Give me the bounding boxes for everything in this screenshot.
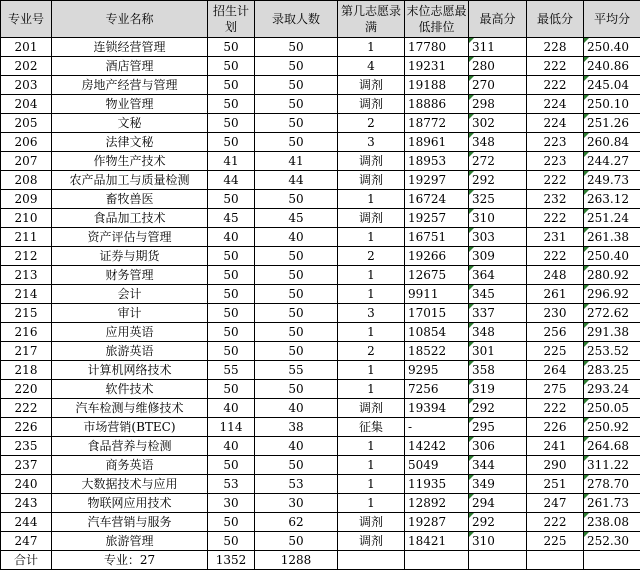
cell-plan: 53 [208, 475, 255, 494]
cell-max-score: 358 [469, 361, 527, 380]
cell-plan: 50 [208, 247, 255, 266]
header-row [1, 1, 640, 38]
cell-plan: 50 [208, 532, 255, 551]
cell-min-score: 230 [527, 304, 584, 323]
cell-max-score: 292 [469, 513, 527, 532]
cell-avg-score: 245.04 [584, 76, 640, 95]
totals-empty-cell [469, 551, 527, 570]
cell-min-rank: 18772 [405, 114, 469, 133]
cell-plan: 50 [208, 57, 255, 76]
cell-choice-filled: 1 [338, 266, 405, 285]
cell-min-rank: 9911 [405, 285, 469, 304]
cell-avg-score: 263.12 [584, 190, 640, 209]
cell-major-name: 汽车营销与服务 [52, 513, 208, 532]
cell-major-code: 235 [1, 437, 52, 456]
totals-empty-cell [405, 551, 469, 570]
cell-admitted: 62 [255, 513, 338, 532]
cell-min-score: 222 [527, 76, 584, 95]
cell-plan: 55 [208, 361, 255, 380]
table-row [1, 247, 640, 266]
cell-min-rank: 18961 [405, 133, 469, 152]
totals-admitted: 1288 [255, 551, 338, 570]
cell-min-rank: 16751 [405, 228, 469, 247]
totals-majors: 专业：27 [52, 551, 208, 570]
cell-choice-filled: 调剂 [338, 76, 405, 95]
cell-min-score: 290 [527, 456, 584, 475]
cell-major-name: 商务英语 [52, 456, 208, 475]
cell-max-score: 303 [469, 228, 527, 247]
table-row [1, 342, 640, 361]
cell-major-code: 220 [1, 380, 52, 399]
cell-avg-score: 261.73 [584, 494, 640, 513]
cell-admitted: 44 [255, 171, 338, 190]
cell-min-rank: 11935 [405, 475, 469, 494]
cell-max-score: 295 [469, 418, 527, 437]
cell-min-rank: 19257 [405, 209, 469, 228]
totals-row [1, 551, 640, 570]
cell-avg-score: 264.68 [584, 437, 640, 456]
cell-choice-filled: 调剂 [338, 171, 405, 190]
cell-min-score: 248 [527, 266, 584, 285]
cell-major-name: 软件技术 [52, 380, 208, 399]
cell-max-score: 310 [469, 532, 527, 551]
cell-min-rank: 18421 [405, 532, 469, 551]
cell-major-name: 畜牧兽医 [52, 190, 208, 209]
cell-major-code: 216 [1, 323, 52, 342]
cell-plan: 50 [208, 513, 255, 532]
cell-avg-score: 311.22 [584, 456, 640, 475]
cell-plan: 30 [208, 494, 255, 513]
header-choice-filled: 第几志愿录满 [338, 1, 405, 38]
cell-max-score: 294 [469, 494, 527, 513]
cell-admitted: 50 [255, 76, 338, 95]
table-row [1, 380, 640, 399]
cell-choice-filled: 1 [338, 228, 405, 247]
cell-plan: 114 [208, 418, 255, 437]
header-min-rank: 末位志愿最低排位 [405, 1, 469, 38]
table-row [1, 114, 640, 133]
cell-admitted: 50 [255, 456, 338, 475]
cell-min-score: 222 [527, 171, 584, 190]
cell-major-name: 房地产经营与管理 [52, 76, 208, 95]
cell-min-score: 275 [527, 380, 584, 399]
cell-admitted: 45 [255, 209, 338, 228]
table-row [1, 513, 640, 532]
cell-plan: 50 [208, 323, 255, 342]
cell-plan: 50 [208, 285, 255, 304]
cell-admitted: 50 [255, 342, 338, 361]
cell-min-rank: 14242 [405, 437, 469, 456]
cell-major-name: 证券与期货 [52, 247, 208, 266]
table-row [1, 475, 640, 494]
cell-min-rank: 18886 [405, 95, 469, 114]
header-admitted: 录取人数 [255, 1, 338, 38]
cell-major-code: 211 [1, 228, 52, 247]
cell-min-score: 223 [527, 133, 584, 152]
cell-admitted: 50 [255, 532, 338, 551]
cell-major-name: 汽车检测与维修技术 [52, 399, 208, 418]
cell-plan: 50 [208, 304, 255, 323]
cell-choice-filled: 调剂 [338, 209, 405, 228]
table-row [1, 152, 640, 171]
cell-choice-filled: 1 [338, 456, 405, 475]
table-row [1, 494, 640, 513]
cell-major-code: 218 [1, 361, 52, 380]
cell-min-rank: 18953 [405, 152, 469, 171]
table-row [1, 532, 640, 551]
cell-choice-filled: 1 [338, 323, 405, 342]
cell-min-rank: 17015 [405, 304, 469, 323]
cell-max-score: 272 [469, 152, 527, 171]
cell-plan: 41 [208, 152, 255, 171]
cell-major-code: 203 [1, 76, 52, 95]
cell-plan: 50 [208, 380, 255, 399]
cell-major-code: 202 [1, 57, 52, 76]
cell-choice-filled: 3 [338, 133, 405, 152]
cell-plan: 45 [208, 209, 255, 228]
cell-avg-score: 283.25 [584, 361, 640, 380]
cell-major-code: 206 [1, 133, 52, 152]
cell-admitted: 50 [255, 247, 338, 266]
cell-min-score: 232 [527, 190, 584, 209]
cell-admitted: 50 [255, 114, 338, 133]
cell-avg-score: 250.92 [584, 418, 640, 437]
cell-min-score: 224 [527, 95, 584, 114]
cell-min-rank: 16724 [405, 190, 469, 209]
cell-plan: 50 [208, 38, 255, 57]
cell-min-rank: 18522 [405, 342, 469, 361]
cell-choice-filled: 1 [338, 380, 405, 399]
table-row [1, 304, 640, 323]
cell-min-score: 222 [527, 209, 584, 228]
cell-min-rank: 17780 [405, 38, 469, 57]
cell-min-score: 223 [527, 152, 584, 171]
cell-major-name: 旅游管理 [52, 532, 208, 551]
cell-min-rank: 19394 [405, 399, 469, 418]
cell-avg-score: 240.86 [584, 57, 640, 76]
cell-plan: 44 [208, 171, 255, 190]
cell-avg-score: 278.70 [584, 475, 640, 494]
cell-major-name: 计算机网络技术 [52, 361, 208, 380]
cell-major-code: 237 [1, 456, 52, 475]
cell-major-name: 农产品加工与质量检测 [52, 171, 208, 190]
cell-avg-score: 296.92 [584, 285, 640, 304]
cell-avg-score: 250.05 [584, 399, 640, 418]
table-row [1, 418, 640, 437]
cell-admitted: 55 [255, 361, 338, 380]
cell-min-rank: 10854 [405, 323, 469, 342]
cell-min-rank: 19287 [405, 513, 469, 532]
cell-plan: 50 [208, 76, 255, 95]
table-row [1, 437, 640, 456]
table-row [1, 228, 640, 247]
cell-max-score: 292 [469, 171, 527, 190]
cell-admitted: 50 [255, 285, 338, 304]
cell-avg-score: 291.38 [584, 323, 640, 342]
cell-max-score: 345 [469, 285, 527, 304]
cell-min-rank: 12892 [405, 494, 469, 513]
table-row [1, 323, 640, 342]
cell-major-name: 审计 [52, 304, 208, 323]
cell-avg-score: 250.40 [584, 38, 640, 57]
cell-max-score: 280 [469, 57, 527, 76]
cell-max-score: 344 [469, 456, 527, 475]
totals-empty-cell [338, 551, 405, 570]
cell-avg-score: 251.26 [584, 114, 640, 133]
table-row [1, 361, 640, 380]
table-row [1, 133, 640, 152]
table-body [1, 38, 640, 551]
cell-avg-score: 272.62 [584, 304, 640, 323]
cell-plan: 50 [208, 133, 255, 152]
cell-plan: 40 [208, 228, 255, 247]
cell-max-score: 349 [469, 475, 527, 494]
cell-min-score: 256 [527, 323, 584, 342]
cell-min-rank: 19188 [405, 76, 469, 95]
cell-choice-filled: 3 [338, 304, 405, 323]
cell-avg-score: 260.84 [584, 133, 640, 152]
cell-major-code: 244 [1, 513, 52, 532]
cell-choice-filled: 1 [338, 437, 405, 456]
cell-major-code: 247 [1, 532, 52, 551]
cell-min-rank: 5049 [405, 456, 469, 475]
cell-max-score: 337 [469, 304, 527, 323]
cell-min-score: 222 [527, 513, 584, 532]
cell-major-name: 酒店管理 [52, 57, 208, 76]
cell-plan: 50 [208, 95, 255, 114]
cell-min-score: 222 [527, 399, 584, 418]
cell-choice-filled: 1 [338, 475, 405, 494]
cell-major-code: 208 [1, 171, 52, 190]
cell-choice-filled: 1 [338, 190, 405, 209]
table-row [1, 456, 640, 475]
cell-choice-filled: 1 [338, 494, 405, 513]
cell-min-score: 231 [527, 228, 584, 247]
cell-major-code: 212 [1, 247, 52, 266]
cell-min-score: 225 [527, 342, 584, 361]
cell-major-name: 物业管理 [52, 95, 208, 114]
cell-max-score: 302 [469, 114, 527, 133]
totals-plan: 1352 [208, 551, 255, 570]
cell-max-score: 270 [469, 76, 527, 95]
cell-choice-filled: 2 [338, 114, 405, 133]
cell-major-code: 204 [1, 95, 52, 114]
cell-major-name: 应用英语 [52, 323, 208, 342]
cell-max-score: 292 [469, 399, 527, 418]
cell-plan: 50 [208, 266, 255, 285]
header-plan: 招生计划 [208, 1, 255, 38]
cell-avg-score: 253.52 [584, 342, 640, 361]
cell-plan: 50 [208, 190, 255, 209]
cell-avg-score: 252.30 [584, 532, 640, 551]
cell-avg-score: 250.10 [584, 95, 640, 114]
cell-max-score: 306 [469, 437, 527, 456]
cell-avg-score: 250.40 [584, 247, 640, 266]
cell-min-rank: 7256 [405, 380, 469, 399]
cell-min-score: 264 [527, 361, 584, 380]
cell-min-score: 222 [527, 57, 584, 76]
cell-min-score: 241 [527, 437, 584, 456]
cell-max-score: 311 [469, 38, 527, 57]
cell-major-name: 食品加工技术 [52, 209, 208, 228]
table-row [1, 95, 640, 114]
cell-avg-score: 280.92 [584, 266, 640, 285]
cell-major-code: 217 [1, 342, 52, 361]
cell-admitted: 53 [255, 475, 338, 494]
cell-major-code: 240 [1, 475, 52, 494]
cell-major-code: 207 [1, 152, 52, 171]
cell-plan: 40 [208, 437, 255, 456]
cell-major-name: 大数据技术与应用 [52, 475, 208, 494]
cell-major-name: 作物生产技术 [52, 152, 208, 171]
cell-admitted: 50 [255, 266, 338, 285]
cell-major-name: 食品营养与检测 [52, 437, 208, 456]
cell-max-score: 301 [469, 342, 527, 361]
table-row [1, 399, 640, 418]
cell-major-name: 文秘 [52, 114, 208, 133]
cell-choice-filled: 4 [338, 57, 405, 76]
table-row [1, 76, 640, 95]
table-footer [1, 551, 640, 570]
table-row [1, 209, 640, 228]
cell-admitted: 50 [255, 380, 338, 399]
cell-admitted: 50 [255, 57, 338, 76]
cell-admitted: 40 [255, 228, 338, 247]
totals-empty-cell [584, 551, 640, 570]
cell-major-code: 226 [1, 418, 52, 437]
cell-admitted: 38 [255, 418, 338, 437]
cell-major-name: 旅游英语 [52, 342, 208, 361]
cell-major-name: 法律文秘 [52, 133, 208, 152]
cell-min-score: 251 [527, 475, 584, 494]
header-min-score: 最低分 [527, 1, 584, 38]
cell-admitted: 50 [255, 95, 338, 114]
cell-min-rank: - [405, 418, 469, 437]
table-row [1, 38, 640, 57]
cell-choice-filled: 调剂 [338, 152, 405, 171]
cell-major-code: 215 [1, 304, 52, 323]
cell-min-rank: 12675 [405, 266, 469, 285]
cell-major-code: 222 [1, 399, 52, 418]
cell-choice-filled: 调剂 [338, 399, 405, 418]
cell-plan: 50 [208, 456, 255, 475]
cell-major-name: 财务管理 [52, 266, 208, 285]
cell-min-rank: 19297 [405, 171, 469, 190]
cell-major-code: 210 [1, 209, 52, 228]
cell-major-name: 市场营销(BTEC) [52, 418, 208, 437]
table-header [1, 1, 640, 38]
cell-avg-score: 251.24 [584, 209, 640, 228]
cell-choice-filled: 2 [338, 247, 405, 266]
cell-min-rank: 19231 [405, 57, 469, 76]
cell-admitted: 40 [255, 399, 338, 418]
cell-admitted: 40 [255, 437, 338, 456]
cell-choice-filled: 1 [338, 285, 405, 304]
cell-min-rank: 19266 [405, 247, 469, 266]
cell-min-score: 225 [527, 532, 584, 551]
cell-admitted: 50 [255, 133, 338, 152]
table-row [1, 190, 640, 209]
table-row [1, 266, 640, 285]
table-row [1, 57, 640, 76]
cell-choice-filled: 1 [338, 38, 405, 57]
cell-major-code: 214 [1, 285, 52, 304]
table-row [1, 171, 640, 190]
cell-avg-score: 249.73 [584, 171, 640, 190]
cell-plan: 50 [208, 342, 255, 361]
cell-admitted: 50 [255, 190, 338, 209]
header-major-name: 专业名称 [52, 1, 208, 38]
cell-min-rank: 9295 [405, 361, 469, 380]
cell-avg-score: 244.27 [584, 152, 640, 171]
cell-major-code: 201 [1, 38, 52, 57]
header-avg-score: 平均分 [584, 1, 640, 38]
totals-label: 合计 [1, 551, 52, 570]
cell-major-name: 资产评估与管理 [52, 228, 208, 247]
totals-empty-cell [527, 551, 584, 570]
cell-max-score: 325 [469, 190, 527, 209]
cell-major-code: 205 [1, 114, 52, 133]
cell-min-score: 224 [527, 114, 584, 133]
cell-max-score: 364 [469, 266, 527, 285]
cell-min-score: 222 [527, 247, 584, 266]
cell-min-score: 261 [527, 285, 584, 304]
cell-max-score: 309 [469, 247, 527, 266]
cell-major-name: 连锁经营管理 [52, 38, 208, 57]
cell-avg-score: 238.08 [584, 513, 640, 532]
cell-major-name: 会计 [52, 285, 208, 304]
cell-admitted: 41 [255, 152, 338, 171]
cell-admitted: 50 [255, 304, 338, 323]
cell-admitted: 50 [255, 323, 338, 342]
cell-max-score: 348 [469, 323, 527, 342]
cell-plan: 40 [208, 399, 255, 418]
header-max-score: 最高分 [469, 1, 527, 38]
cell-max-score: 348 [469, 133, 527, 152]
cell-plan: 50 [208, 114, 255, 133]
cell-min-score: 226 [527, 418, 584, 437]
table-row [1, 285, 640, 304]
cell-major-code: 243 [1, 494, 52, 513]
cell-min-score: 247 [527, 494, 584, 513]
cell-min-score: 228 [527, 38, 584, 57]
cell-choice-filled: 调剂 [338, 513, 405, 532]
header-major-code: 专业号 [1, 1, 52, 38]
cell-choice-filled: 征集 [338, 418, 405, 437]
cell-major-name: 物联网应用技术 [52, 494, 208, 513]
cell-choice-filled: 2 [338, 342, 405, 361]
cell-max-score: 319 [469, 380, 527, 399]
cell-choice-filled: 调剂 [338, 95, 405, 114]
cell-avg-score: 261.38 [584, 228, 640, 247]
cell-major-code: 209 [1, 190, 52, 209]
cell-major-code: 213 [1, 266, 52, 285]
cell-choice-filled: 1 [338, 361, 405, 380]
cell-admitted: 30 [255, 494, 338, 513]
cell-max-score: 298 [469, 95, 527, 114]
cell-avg-score: 293.24 [584, 380, 640, 399]
cell-admitted: 50 [255, 38, 338, 57]
cell-choice-filled: 调剂 [338, 532, 405, 551]
cell-max-score: 310 [469, 209, 527, 228]
